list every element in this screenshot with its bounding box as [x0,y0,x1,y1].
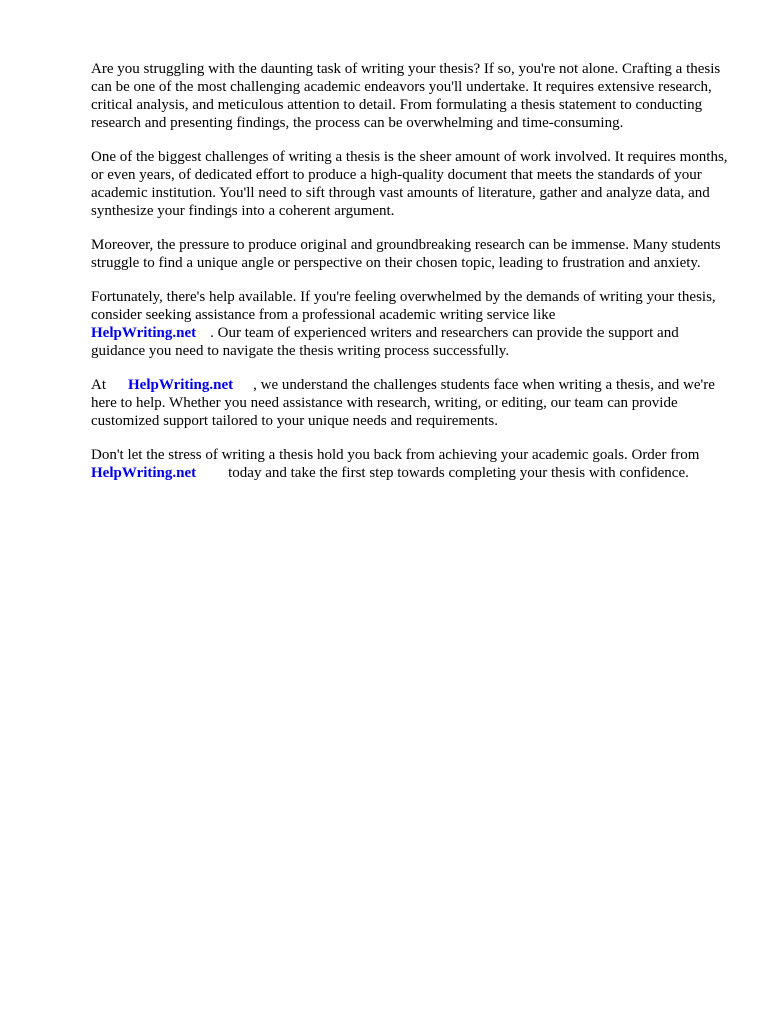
document-page [91,60,731,498]
paragraph-about-text-after: , we understand the challenges students face when writing a thesis, and we're here to help. Whether you need assistance with research, writing, or editing, our team can provide customized support tailored to your unique needs and requirements. [91,377,715,429]
paragraph-pressure: Moreover, the pressure to produce original and groundbreaking research can be immense. Many students struggle to find a unique angle or perspective on their chosen topic, leading to frustration and anxiety. [91,237,721,271]
paragraph-order-text-before: Don't let the stress of writing a thesis hold you back from achieving your academic goals. Order from [91,447,700,463]
paragraph-about-text-before: At [91,377,106,393]
paragraph-help-text-before: Fortunately, there's help available. If you're feeling overwhelmed by the demands of writing your thesis, consider seeking assistance from a professional academic writing service like [91,289,716,323]
paragraph-order-text-after: today and take the first step towards completing your thesis with confidence. [228,465,689,481]
paragraph-help-text-after: . Our team of experienced writers and researchers can provide the support and guidance you need to navigate the thesis writing process successfully. [91,325,679,359]
helpwriting-link-2[interactable]: HelpWriting.net [128,377,234,393]
paragraph-about [91,376,731,430]
paragraph-order [91,446,731,482]
helpwriting-link-1[interactable]: HelpWriting.net [91,325,197,341]
paragraph-help [91,288,731,360]
paragraph-intro: Are you struggling with the daunting task of writing your thesis? If so, you're not alone. Crafting a thesis can be one of the most challenging academic endeavors you'll undertake. It requires extensive research, critical analysis, and meticulous attention to detail. From formulating a thesis statement to conducting research and presenting findings, the process can be overwhelming and time-consuming. [91,61,721,131]
paragraph-challenges: One of the biggest challenges of writing a thesis is the sheer amount of work involved. It requires months, or even years, of dedicated effort to produce a high-quality document that meets the standards of your academic institution. You'll need to sift through vast amounts of literature, gather and analyze data, and synthesize your findings into a coherent argument. [91,149,728,219]
helpwriting-link-3[interactable]: HelpWriting.net [91,465,197,481]
